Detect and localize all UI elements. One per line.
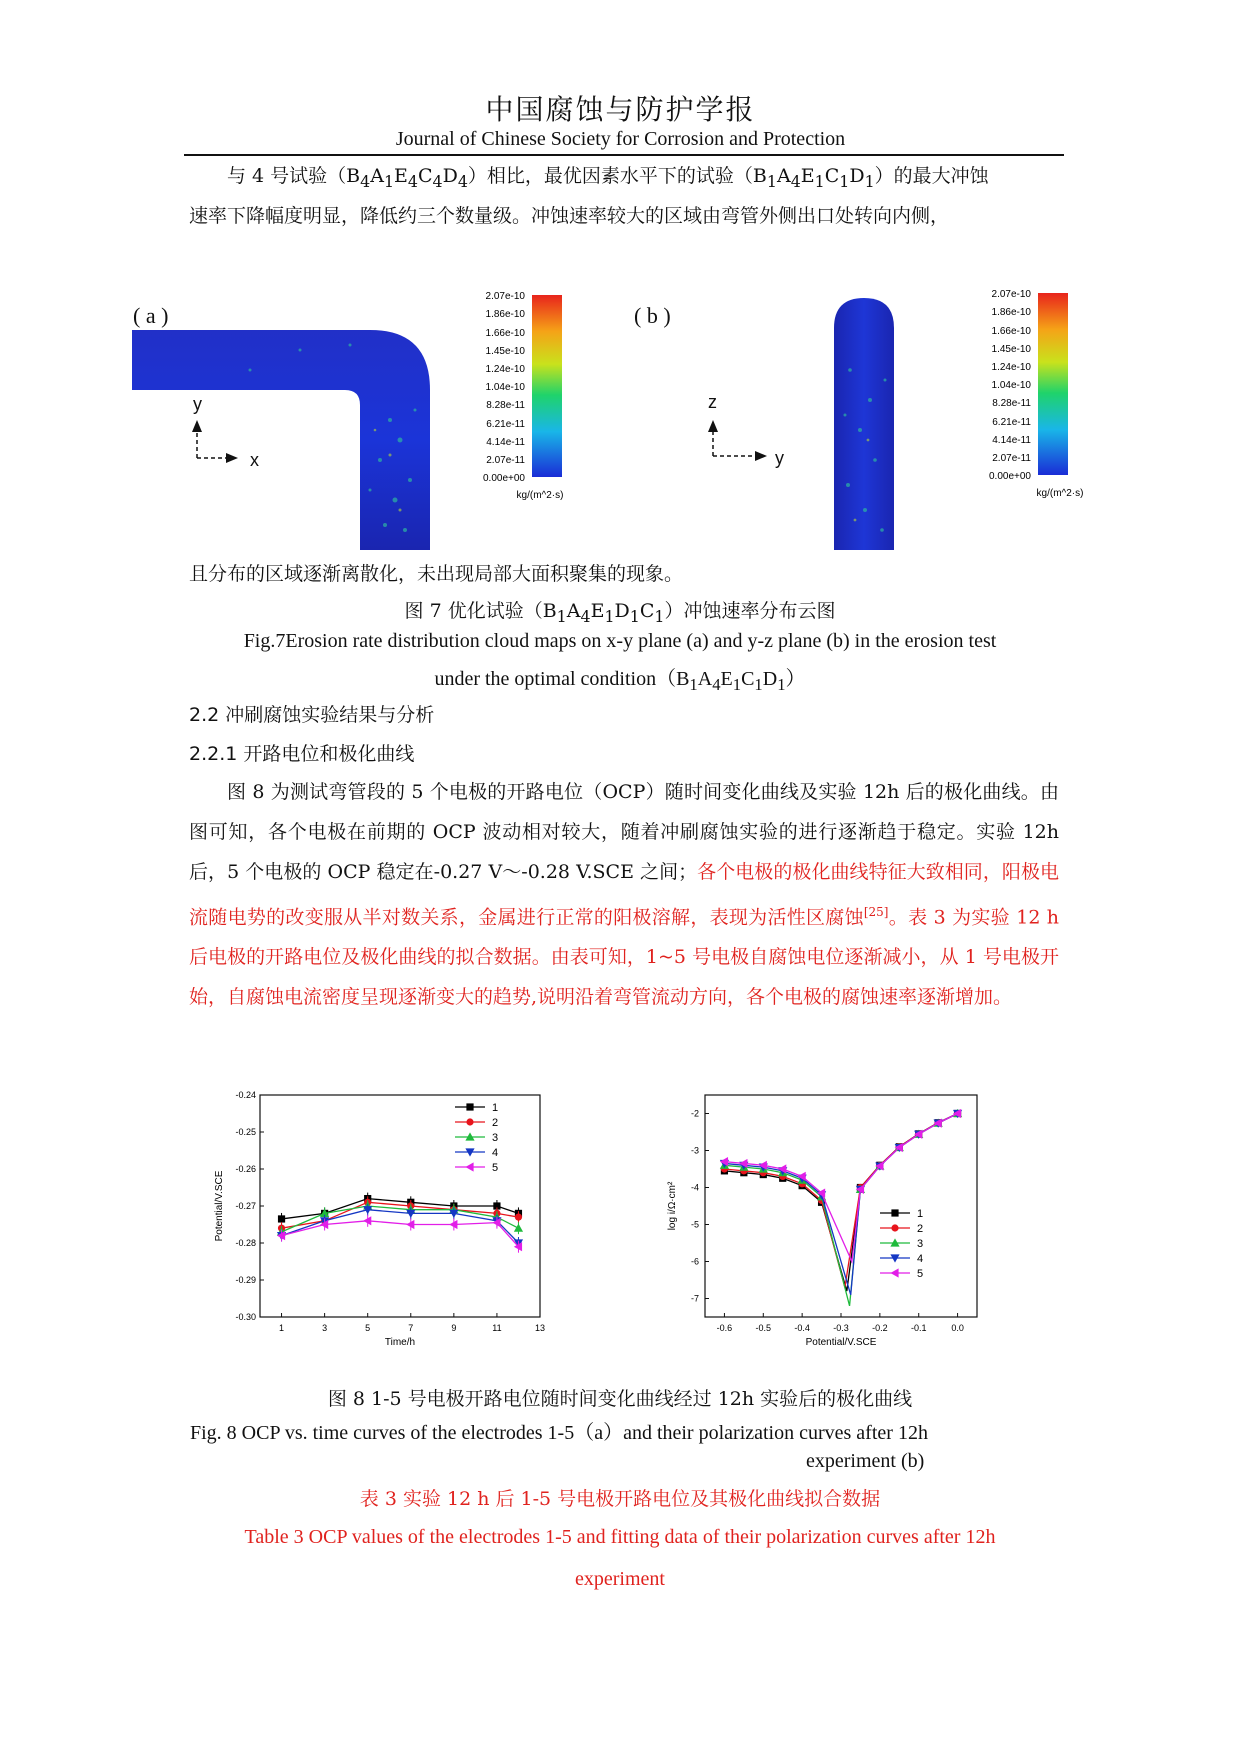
y-axis-label: Potential/V.SCE	[214, 1170, 225, 1242]
colorbar-b-tick: 1.45e-10	[991, 344, 1031, 355]
paragraph-2-highlight-2: 。表 3 为实验 12 h 后电极的开路电位及极化曲线的拟合数据。由表可知，1~5 号电极自腐蚀电位逐渐减小，从 1 号电极开始，自腐蚀电流密度呈现逐渐变大的趋势,说明沿着弯管流动方向，各个电极的腐蚀速率逐渐增加。	[189, 906, 1059, 1009]
colorbar-a-tick: 1.04e-10	[485, 382, 525, 393]
paragraph-2-highlight: 各个电极的极化曲线特征大致相同，阳极电流随电势的改变服从半对数关系，金属进行正常的阳极溶解，表现为活性区腐蚀	[189, 861, 1059, 929]
colorbar-a-tick: 6.21e-11	[486, 419, 525, 430]
y-tick-label: -5	[690, 1219, 699, 1230]
colorbar-b-tick: 4.14e-11	[992, 435, 1031, 446]
colorbar-b-tick: 1.04e-10	[991, 380, 1031, 391]
x-tick-label: 5	[365, 1323, 371, 1333]
section-heading-2-2-1: 2.2.1 开路电位和极化曲线	[189, 743, 415, 765]
colorbar-b-unit: kg/(m^2·s)	[1036, 488, 1084, 499]
figure7-label-a: ( a )	[133, 303, 169, 328]
legend-label: 5	[917, 1268, 924, 1280]
x-axis-label: Time/h	[384, 1337, 416, 1348]
section-heading-2-2: 2.2 冲刷腐蚀实验结果与分析	[189, 704, 435, 726]
colorbar-a-tick: 1.66e-10	[485, 328, 525, 339]
x-tick-label: -0.5	[755, 1323, 772, 1333]
data-point	[515, 1214, 522, 1221]
legend-marker	[466, 1118, 473, 1125]
legend-label: 3	[917, 1238, 924, 1250]
x-axis-label: Potential/V.SCE	[805, 1337, 877, 1348]
pipe-vertical-yz	[834, 298, 894, 550]
colorbar-b-tick: 8.28e-11	[992, 398, 1031, 409]
x-tick-label: -0.3	[833, 1323, 849, 1333]
colorbar-a-tick: 0.00e+00	[483, 473, 525, 484]
colorbar-a-tick: 2.07e-11	[486, 455, 525, 466]
axis-label-y-b: y	[775, 448, 784, 468]
paragraph-2	[189, 772, 1059, 1017]
x-tick-label: 7	[408, 1323, 414, 1333]
table3-title-en-line1: Table 3 OCP values of the electrodes 1-5 and fitting data of their polarization curves after 12h	[244, 1526, 996, 1548]
colorbar-a-tick: 1.45e-10	[485, 346, 525, 357]
figure8-caption-en-line1: Fig. 8 OCP vs. time curves of the electrodes 1-5（a）and their polarization curves after 12h	[190, 1422, 928, 1444]
journal-title-en: Journal of Chinese Society for Corrosion and Protection	[395, 128, 846, 150]
figure7-contour-maps	[100, 290, 1100, 550]
legend-label: 4	[492, 1147, 499, 1159]
legend-marker	[891, 1224, 898, 1231]
figure8-caption-cn: 图 8 1-5 号电极开路电位随时间变化曲线经过 12h 实验后的极化曲线	[327, 1388, 913, 1410]
figure7-label-b: ( b )	[634, 303, 671, 328]
legend-label: 3	[492, 1132, 499, 1144]
legend-label: 1	[492, 1102, 499, 1114]
colorbar-b	[989, 290, 1083, 499]
citation-ref: [25]	[863, 905, 889, 919]
journal-title-cn: 中国腐蚀与防护学报	[485, 93, 756, 126]
table3-title-cn: 表 3 实验 12 h 后 1-5 号电极开路电位及其极化曲线拟合数据	[359, 1488, 881, 1510]
figure8-caption-en-line2: experiment (b)	[806, 1450, 925, 1472]
axis-label-x-a: x	[250, 450, 259, 470]
figure8b-polarization-chart	[660, 1085, 990, 1355]
x-tick-label: 1	[279, 1323, 285, 1333]
colorbar-b-tick: 1.86e-10	[991, 307, 1031, 318]
colorbar-b-tick: 1.24e-10	[991, 362, 1031, 373]
x-tick-label: 9	[451, 1323, 457, 1333]
y-tick-label: -0.26	[235, 1164, 256, 1174]
colorbar-a-unit: kg/(m^2·s)	[516, 490, 564, 501]
colorbar-b-tick: 1.66e-10	[991, 326, 1031, 337]
y-tick-label: -7	[690, 1293, 699, 1304]
legend-marker	[890, 1268, 898, 1277]
axes-xy-indicator	[192, 420, 238, 463]
colorbar-a	[483, 291, 563, 501]
colorbar-a-tick: 1.86e-10	[485, 309, 525, 320]
colorbar-a-tick: 4.14e-11	[486, 437, 525, 448]
paragraph-1-line2: 速率下降幅度明显，降低约三个数量级。冲蚀速率较大的区域由弯管外侧出口处转向内侧，	[189, 205, 950, 227]
x-tick-label: -0.4	[794, 1323, 810, 1333]
data-point	[278, 1215, 285, 1222]
y-tick-label: -3	[690, 1145, 699, 1156]
legend-marker	[891, 1209, 898, 1216]
legend-label: 2	[917, 1223, 924, 1235]
legend-label: 1	[917, 1208, 924, 1220]
colorbar-a-tick: 8.28e-11	[486, 400, 525, 411]
pipe-bend-xy	[132, 330, 430, 550]
y-tick-label: -0.28	[235, 1238, 256, 1248]
legend-marker	[465, 1162, 473, 1171]
x-tick-label: -0.2	[872, 1323, 888, 1333]
legend-label: 5	[492, 1162, 499, 1174]
figure7-caption-en-line2: under the optimal $condition(B_1A_4E_1C_1D_1)$	[434, 668, 806, 694]
axis-label-z-b: z	[708, 392, 717, 412]
axes-yz-indicator	[708, 420, 767, 461]
x-tick-label: 0.0	[951, 1323, 964, 1333]
table3-title-en-line2: experiment	[575, 1568, 665, 1590]
y-tick-label: -0.25	[235, 1127, 256, 1137]
x-tick-label: 11	[492, 1323, 502, 1333]
colorbar-b-tick: 2.07e-11	[992, 453, 1031, 464]
y-tick-label: -0.30	[235, 1312, 256, 1322]
paragraph-2-text: 图 8 为测试弯管段的 5 个电极的开路电位（OCP）随时间变化曲线及实验 12h 后的极化曲线。由图可知，各个电极在前期的 OCP 波动相对较大，随着冲刷腐蚀实验的进行逐渐趋于稳定。实验 12h 后，5 个电极的 OCP 稳定在-0.27 V～-0.28 V.SCE 之间；	[189, 781, 1059, 883]
plot-frame	[705, 1095, 977, 1317]
figure8a-ocp-chart	[200, 1085, 560, 1355]
x-tick-label: -0.6	[716, 1323, 733, 1333]
x-tick-label: 3	[322, 1323, 328, 1333]
legend-marker	[466, 1103, 473, 1110]
y-tick-label: -2	[690, 1108, 699, 1119]
paragraph-1-line3: 且分布的区域逐渐离散化，未出现局部大面积聚集的现象。	[189, 563, 684, 585]
colorbar-a-tick: 1.24e-10	[485, 364, 525, 375]
colorbar-b-tick: 0.00e+00	[989, 471, 1031, 482]
figure7-caption-cn: 图 7 优化试验$(B_1A_4E_1D_1C_1)$冲蚀速率分布云图	[404, 600, 836, 626]
y-tick-label: -0.24	[235, 1090, 256, 1100]
y-axis-label: log i/Ω·cm²	[667, 1181, 678, 1231]
colorbar-b-tick: 6.21e-11	[992, 417, 1031, 428]
legend-label: 4	[917, 1253, 924, 1265]
legend-label: 2	[492, 1117, 499, 1129]
colorbar-a-tick: 2.07e-10	[485, 291, 525, 302]
y-tick-label: -4	[690, 1182, 699, 1193]
data-point	[363, 1216, 371, 1225]
series-line-5	[282, 1221, 519, 1247]
axis-label-y-a: y	[193, 394, 202, 414]
data-point	[514, 1224, 523, 1232]
figure7-caption-en-line1: Fig.7Erosion rate distribution cloud maps on x-y plane (a) and y-z plane (b) in the erosion test	[243, 630, 997, 652]
y-tick-label: -0.27	[235, 1201, 256, 1211]
paragraph-1: 与 4 号试验$(B_4A_1E_4C_4D_4)$相比，最优因素水平下的试验$(B_1A_4E_1C_1D_1)$的最大冲蚀	[227, 165, 989, 191]
x-tick-label: -0.1	[910, 1323, 927, 1333]
x-tick-label: 13	[534, 1323, 546, 1333]
y-tick-label: -0.29	[235, 1275, 256, 1285]
colorbar-b-tick: 2.07e-10	[991, 290, 1031, 300]
y-tick-label: -6	[690, 1256, 699, 1267]
